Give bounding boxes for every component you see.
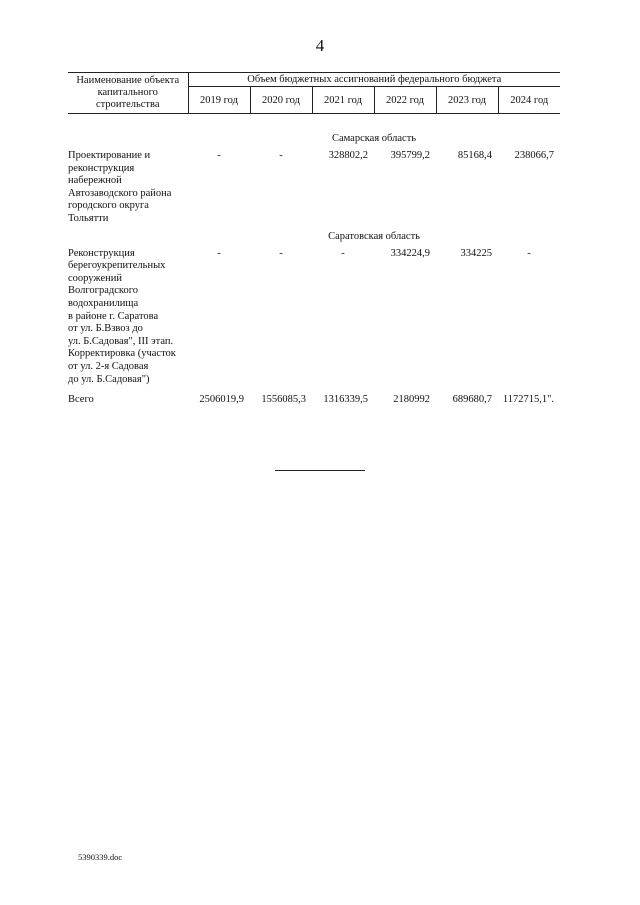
total-value: 1556085,3 (261, 394, 306, 406)
value-cell: - (279, 150, 283, 161)
header-name-line: Наименование объекта (76, 75, 180, 86)
region-row-saratov (68, 226, 560, 248)
header-year-2023: 2023 год (436, 87, 498, 114)
budget-table (68, 72, 560, 407)
region-label: Саратовская область (328, 230, 420, 242)
region-row-samara (68, 128, 560, 150)
value-cell: 85168,4 (457, 150, 492, 161)
region-label: Самарская область (331, 133, 417, 144)
project-name-line: ул. Б.Садовая", III этап. (68, 335, 174, 347)
project-name-line: сооружений (68, 272, 123, 284)
project-name-line: водохранилища (68, 297, 139, 309)
header-year-2022: 2022 год (374, 87, 436, 114)
value-cell: 238066,7 (514, 150, 555, 161)
value-cell: - (217, 247, 221, 259)
value-cell: 328802,2 (328, 150, 368, 161)
project-name-line: Проектирование и (68, 150, 151, 161)
table-row (68, 150, 560, 226)
total-value: 2180992 (393, 394, 430, 406)
project-name-line: реконструкция (68, 162, 135, 174)
document-code: 5390339.doc (78, 852, 123, 862)
project-name-line: Волгоградского (68, 285, 138, 297)
header-year-2019: 2019 год (188, 87, 250, 114)
header-name-line: капитального (97, 87, 158, 98)
project-name-line: берегоукрепительных (68, 260, 166, 272)
end-of-document-rule (275, 470, 365, 471)
value-cell: - (217, 150, 221, 161)
project-name-line: набережной (68, 175, 122, 187)
table-row (68, 248, 560, 387)
header-year-2024: 2024 год (498, 87, 560, 114)
project-name-line: от ул. 2-я Садовая (68, 360, 149, 372)
value-cell: 395799,2 (390, 150, 430, 161)
header-year-2021: 2021 год (312, 87, 374, 114)
total-label: Всего (68, 394, 94, 406)
total-value: 1316339,5 (323, 394, 368, 406)
project-name-line: Тольятти (68, 212, 109, 224)
value-cell: - (279, 247, 283, 259)
budget-table-container (68, 72, 560, 407)
value-cell: 334224,9 (390, 247, 430, 259)
total-value: 1172715,1". (502, 394, 555, 406)
project-name (68, 248, 188, 387)
value-cell: - (341, 247, 345, 259)
project-name-line: от ул. Б.Взвоз до (68, 323, 143, 335)
header-year-2020: 2020 год (250, 87, 312, 114)
project-name-line: Реконструкция (68, 247, 135, 259)
page-number: 4 (315, 36, 325, 55)
header-name-line: строительства (95, 99, 160, 110)
header-budget: Объем бюджетных ассигнований федерального бюджета (188, 73, 560, 87)
value-cell: 334225 (460, 247, 492, 259)
header-object-name (68, 73, 188, 114)
total-row (68, 386, 560, 407)
project-name-line: в районе г. Саратова (68, 310, 159, 322)
total-value: 689680,7 (452, 394, 492, 406)
project-name-line: городского округа (68, 200, 149, 212)
project-name-line: до ул. Б.Садовая") (68, 373, 150, 385)
value-cell: - (527, 247, 531, 259)
project-name-line: Корректировка (участок (68, 348, 176, 360)
total-value: 2506019,9 (199, 394, 244, 406)
project-name (68, 150, 188, 226)
project-name-line: Автозаводского района (68, 187, 172, 199)
